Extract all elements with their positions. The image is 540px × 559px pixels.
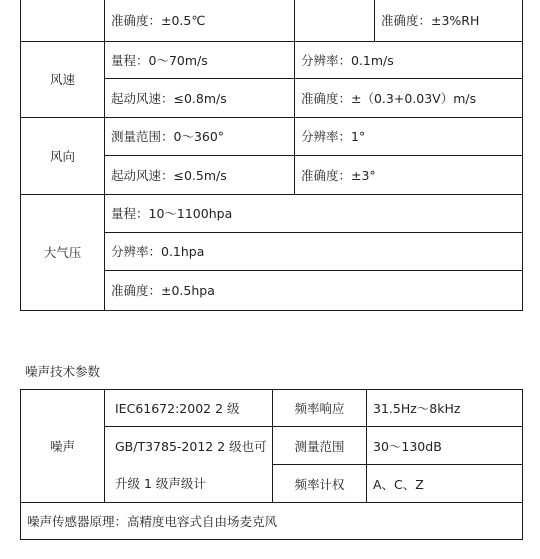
wind-speed-label: 风速 xyxy=(21,41,105,117)
wind-speed-row-1 xyxy=(21,41,523,78)
wind-speed-accuracy: 准确度：±（0.3+0.03V）m/s xyxy=(295,78,523,117)
wind-direction-start: 起动风速：≤0.5m/s xyxy=(105,155,295,194)
wind-direction-label: 风向 xyxy=(21,117,105,194)
noise-standard-line-2: GB/T3785-2012 2 级也可 xyxy=(105,427,273,465)
noise-label: 噪声 xyxy=(21,390,105,503)
wind-direction-resolution: 分辨率：1° xyxy=(295,117,523,155)
wind-speed-resolution: 分辨率：0.1m/s xyxy=(295,41,523,78)
noise-sensor-row xyxy=(21,503,523,540)
temp-accuracy: 准确度：±0.5℃ xyxy=(105,0,295,41)
pressure-range: 量程：10～1100hpa xyxy=(105,194,523,232)
noise-params-table xyxy=(20,389,523,540)
wind-direction-accuracy: 准确度：±3° xyxy=(295,155,523,194)
pressure-label: 大气压 xyxy=(21,194,105,310)
wind-speed-start: 起动风速：≤0.8m/s xyxy=(105,78,295,117)
noise-standard-line-3: 升级 1 级声级计 xyxy=(105,465,273,503)
blank-cell xyxy=(21,0,105,41)
pressure-row-1 xyxy=(21,194,523,232)
freq-weighting-label: 频率计权 xyxy=(273,465,367,503)
freq-weighting-value: A、C、Z xyxy=(367,465,523,503)
noise-standard-line-1: IEC61672:2002 2 级 xyxy=(105,390,273,427)
weather-params-table xyxy=(20,0,523,311)
wind-direction-range: 测量范围：0～360° xyxy=(105,117,295,155)
pressure-resolution: 分辨率：0.1hpa xyxy=(105,232,523,270)
wind-speed-range: 量程：0～70m/s xyxy=(105,41,295,78)
wind-direction-row-1 xyxy=(21,117,523,155)
noise-row-1 xyxy=(21,390,523,427)
measure-range-value: 30～130dB xyxy=(367,427,523,465)
humidity-accuracy: 准确度：±3%RH xyxy=(375,0,523,41)
noise-sensor-principle: 噪声传感器原理：高精度电容式自由场麦克风 xyxy=(21,503,523,540)
temp-humidity-row xyxy=(21,0,523,41)
noise-section-heading: 噪声技术参数 xyxy=(25,364,101,379)
pressure-accuracy: 准确度：±0.5hpa xyxy=(105,270,523,310)
freq-response-label: 频率响应 xyxy=(273,390,367,427)
measure-range-label: 测量范围 xyxy=(273,427,367,465)
blank-cell xyxy=(295,0,375,41)
freq-response-value: 31.5Hz～8kHz xyxy=(367,390,523,427)
